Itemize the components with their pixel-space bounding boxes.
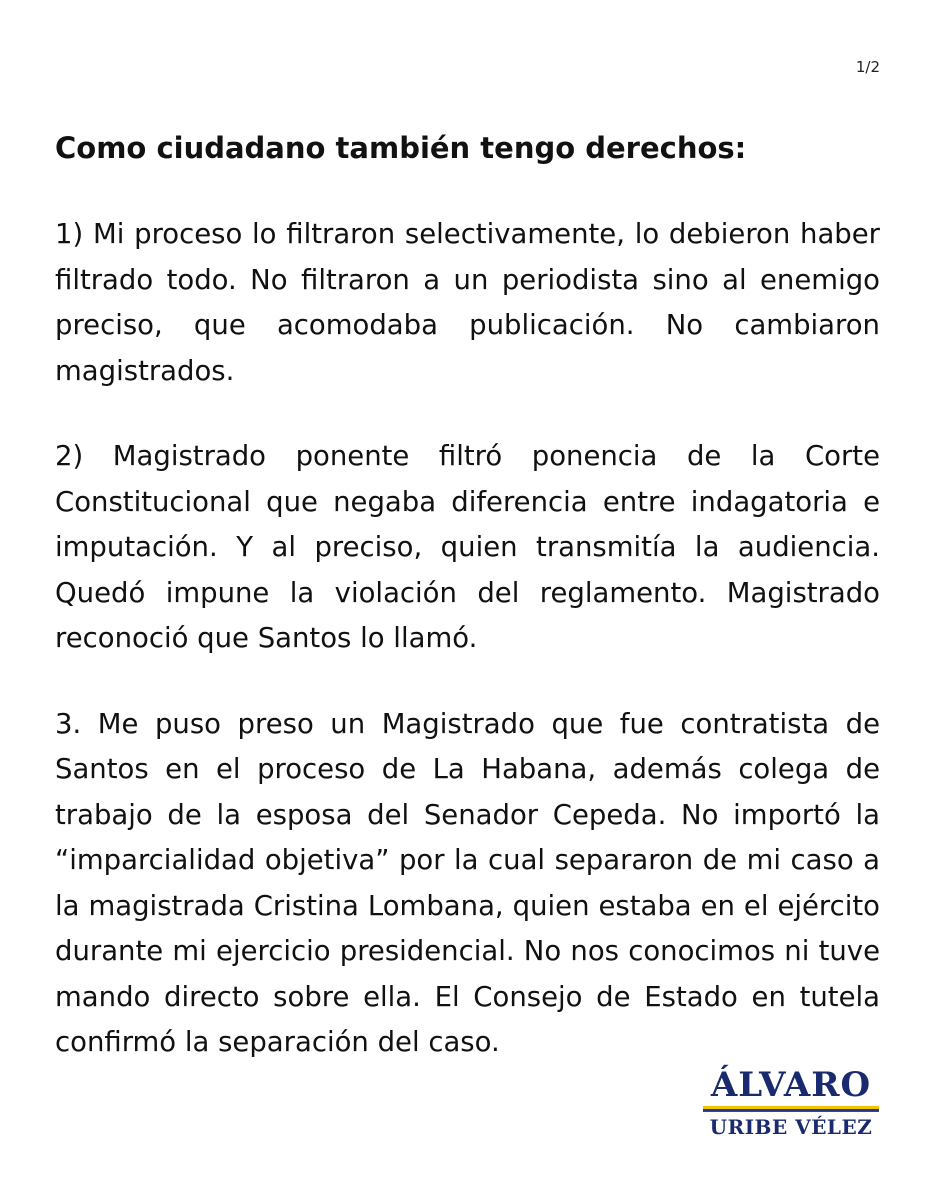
- flag-red-band: [703, 1111, 879, 1113]
- paragraph-2: 2) Magistrado ponente filtró ponencia de la Corte Constitucional que negaba diferencia entre indagatoria e imputación. Y al preciso, quien transmitía la audiencia. Quedó impune la violación del reglamento. Magistrado reconoció que Santos lo llamó.: [55, 440, 880, 654]
- paragraph-1: 1) Mi proceso lo filtraron selectivamente, lo debieron haber filtrado todo. No filtraron a un periodista sino al enemigo preciso, que acomodaba publicación. No cambiaron magistrados.: [55, 218, 880, 387]
- document-heading: Como ciudadano también tengo derechos:: [55, 131, 747, 165]
- signature-last-name: URIBE VÉLEZ: [709, 1115, 873, 1139]
- page-number: 1/2: [855, 58, 880, 76]
- signature-logo: [703, 1066, 879, 1139]
- paragraph-3: 3. Me puso preso un Magistrado que fue contratista de Santos en el proceso de La Habana, además colega de trabajo de la esposa del Senador Cepeda. No importó la “imparcialidad objetiva” por la cual separaron de mi caso a la magistrada Cristina Lombana, quien estaba en el ejército durante mi ejercicio presidencial. No nos conocimos ni tuve mando directo sobre ella. El Consejo de Estado en tutela confirmó la separación del caso.: [55, 707, 880, 1058]
- colombia-flag-stripe: [703, 1106, 879, 1112]
- document-body: [55, 126, 880, 1106]
- signature-first-name: ÁLVARO: [710, 1065, 872, 1105]
